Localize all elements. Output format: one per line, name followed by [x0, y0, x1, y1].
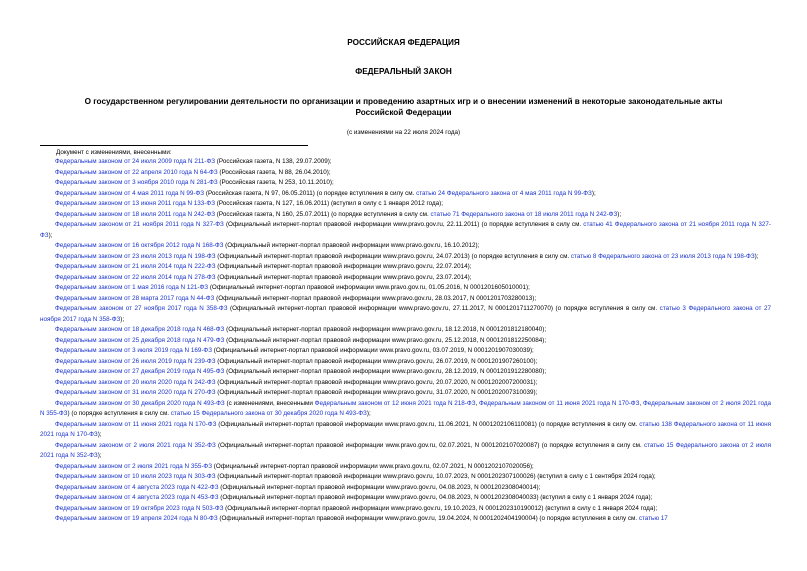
amendment-item — [40, 262, 771, 273]
amendment-item — [40, 483, 771, 494]
amendment-link[interactable]: Федеральным законом от 4 августа 2023 года N 422-ФЗ — [55, 483, 219, 491]
amendment-link[interactable]: Федеральным законом от 3 июля 2019 года N 169-ФЗ — [55, 347, 213, 354]
amendment-link[interactable]: Федеральным законом от 11 июня 2021 года N 170-ФЗ — [479, 399, 640, 407]
document-label: Документ с изменениями, внесенными: — [56, 149, 172, 156]
amendment-text: (Официальный интернет-портал правовой информации www.pravo.gov.ru, 28.12.2019, N 0001201912280080); — [224, 368, 547, 375]
amendment-item — [40, 273, 771, 284]
amendment-text: (Официальный интернет-портал правовой информации www.pravo.gov.ru, 25.12.2018, N 0001201812250084); — [224, 336, 547, 344]
amendment-item — [40, 252, 771, 263]
country-heading: РОССИЙСКАЯ ФЕДЕРАЦИЯ — [347, 38, 460, 47]
amendment-text: (с изменениями, внесенными — [224, 399, 315, 407]
amendment-text: (Официальный интернет-портал правовой информации www.pravo.gov.ru, 04.08.2023, N 0001202308040014); — [218, 483, 541, 491]
amendment-item — [40, 388, 771, 399]
amendment-text: (Российская газета, N 138, 29.07.2009); — [215, 158, 332, 165]
amendment-text: ); — [120, 315, 125, 323]
edition-note: (с изменениями на 22 июля 2024 года) — [346, 129, 461, 136]
amendment-text: (Официальный интернет-портал правовой информации www.pravo.gov.ru, 18.12.2018, N 0001201812180040); — [224, 326, 547, 333]
amendment-text: (Официальный интернет-портал правовой информации www.pravo.gov.ru, 11.06.2021, N 0001202106110081) (о порядке вступления в силу см. — [216, 420, 640, 428]
amendment-text: (Российская газета, N 160, 25.07.2011) (о порядке вступления в силу см. — [215, 210, 431, 218]
amendment-text: (Российская газета, N 88, 26.04.2010); — [217, 168, 331, 176]
divider — [40, 145, 308, 146]
amendment-link[interactable]: Федеральным законом от 4 мая 2011 года N 99-ФЗ — [55, 189, 205, 197]
amendment-link[interactable]: Федеральным законом от 26 июля 2019 года N 239-ФЗ — [55, 357, 216, 365]
amendment-text: (Официальный интернет-портал правовой информации www.pravo.gov.ru, 19.04.2024, N 0001202404190004) (о порядке вступления в силу см. — [217, 515, 639, 522]
law-title-line-2: Российской Федерации — [355, 108, 452, 117]
amendment-item — [40, 210, 771, 221]
amendment-text: (Официальный интернет-портал правовой информации www.pravo.gov.ru, 24.07.2013) (о порядке вступления в силу см. — [215, 252, 571, 260]
amendment-item — [40, 472, 771, 483]
amendment-item — [40, 336, 771, 347]
amendment-item — [40, 294, 771, 305]
amendment-link[interactable]: Федеральным законом от 10 июля 2023 года N 303-ФЗ — [55, 473, 216, 480]
amendment-text: (Официальный интернет-портал правовой информации www.pravo.gov.ru, 10.07.2023, N 0001202307100026) (вступил в силу с 1 сентября 2024 года); — [215, 473, 656, 480]
amendment-link[interactable]: Федеральным законом от 31 июля 2020 года N 270-ФЗ — [55, 389, 216, 396]
amendment-text: (Официальный интернет-портал правовой информации www.pravo.gov.ru, 02.07.2021, N 0001202107020056); — [212, 462, 534, 470]
amendment-text: , — [639, 399, 643, 407]
amendment-link[interactable]: Федеральным законом от 16 октября 2012 года N 168-ФЗ — [55, 242, 224, 249]
amendment-link[interactable]: Федеральным законом от 19 апреля 2024 года N 80-ФЗ — [55, 515, 218, 522]
amendment-text: ); — [97, 452, 102, 459]
amendment-link[interactable]: Федеральным законом от 21 ноября 2011 года N 327-ФЗ — [55, 221, 224, 228]
amendment-item — [40, 504, 771, 515]
amendment-item — [40, 241, 771, 252]
amendment-text: (Официальный интернет-портал правовой информации www.pravo.gov.ru, 22.07.2014); — [215, 263, 472, 270]
amendment-text: ); — [366, 410, 371, 417]
amendment-text: (Официальный интернет-портал правовой информации www.pravo.gov.ru, 02.07.2021, N 0001202107020087) (о порядке вступления в силу см. — [215, 441, 644, 449]
amendment-item — [40, 441, 771, 462]
amendment-link[interactable]: Федеральным законом от 24 июля 2009 года N 211-ФЗ — [55, 158, 216, 165]
amendment-item — [40, 367, 771, 378]
amendment-item — [40, 220, 771, 241]
amendment-link[interactable]: статью 24 Федерального закона от 4 мая 2011 года N 99-ФЗ — [416, 189, 592, 197]
amendment-list — [40, 157, 771, 525]
amendment-text: ); — [48, 231, 53, 239]
amendment-text: (Официальный интернет-портал правовой информации www.pravo.gov.ru, 23.07.2014); — [215, 273, 472, 281]
amendment-link[interactable]: Федеральным законом от 12 июня 2021 года N 218-ФЗ — [314, 399, 476, 407]
amendment-link[interactable]: Федеральным законом от 25 декабря 2018 года N 479-ФЗ — [55, 336, 225, 344]
amendment-link[interactable]: Федеральным законом от 21 июля 2014 года N 222-ФЗ — [55, 263, 216, 270]
amendment-link[interactable]: Федеральным законом от 23 июля 2013 года N 198-ФЗ — [55, 252, 216, 260]
amendment-link[interactable]: Федеральным законом от 20 июля 2020 года N 242-ФЗ — [55, 378, 216, 386]
amendment-link[interactable]: статью 15 Федерального закона от 30 декабря 2020 года N 493-ФЗ — [170, 410, 367, 417]
amendment-item — [40, 304, 771, 325]
amendment-item — [40, 493, 771, 504]
amendment-text: (Официальный интернет-портал правовой информации www.pravo.gov.ru, 31.07.2020, N 0001202007310039); — [215, 389, 538, 396]
amendment-text: ); — [754, 252, 759, 260]
amendment-text: ) (о порядке вступления в силу см. — [67, 410, 171, 417]
amendment-item — [40, 283, 771, 294]
amendment-link[interactable]: Федеральным законом от 22 апреля 2010 года N 64-ФЗ — [55, 168, 218, 176]
amendment-text: (Официальный интернет-портал правовой информации www.pravo.gov.ru, 22.11.2011) (о порядке вступления в силу см. — [223, 221, 584, 228]
amendment-text: (Российская газета, N 253, 10.11.2010); — [217, 179, 334, 186]
amendment-item — [40, 199, 771, 210]
amendment-item — [40, 399, 771, 420]
amendment-text: (Официальный интернет-портал правовой информации www.pravo.gov.ru, 28.03.2017, N 0001201703280013); — [214, 294, 537, 302]
amendment-text: (Официальный интернет-портал правовой информации www.pravo.gov.ru, 20.07.2020, N 0001202007200031); — [215, 378, 538, 386]
amendment-item — [40, 157, 771, 168]
amendment-link[interactable]: Федеральным законом от 3 ноября 2010 года N 281-ФЗ — [55, 179, 218, 186]
amendment-link[interactable]: Федеральным законом от 30 декабря 2020 года N 493-ФЗ — [55, 399, 225, 407]
amendment-link[interactable]: Федеральным законом от 19 октября 2023 года N 503-ФЗ — [55, 504, 224, 512]
amendment-link[interactable]: Федеральным законом от 2 июля 2021 года N 352-ФЗ — [55, 441, 216, 449]
amendment-text: (Официальный интернет-портал правовой информации www.pravo.gov.ru, 04.08.2023, N 0001202308040033) (вступил в силу с 1 января 2024 года); — [218, 494, 653, 501]
amendment-item — [40, 189, 771, 200]
amendment-text: ); — [97, 431, 102, 438]
amendment-text: (Официальный интернет-портал правовой информации www.pravo.gov.ru, 19.10.2023, N 0001202310190012) (вступил в силу с 1 января 2024 года); — [223, 504, 658, 512]
amendment-item — [40, 346, 771, 357]
amendment-link[interactable]: Федеральным законом от 4 августа 2023 года N 453-ФЗ — [55, 494, 219, 501]
amendment-item — [40, 462, 771, 473]
amendment-item — [40, 420, 771, 441]
amendment-link[interactable]: Федеральным законом от 18 декабря 2018 года N 468-ФЗ — [55, 326, 225, 333]
amendment-text: (Официальный интернет-портал правовой информации www.pravo.gov.ru, 27.11.2017, N 0001201711270070) (о порядке вступления в силу см. — [227, 305, 660, 312]
amendment-text: (Официальный интернет-портал правовой информации www.pravo.gov.ru, 16.10.2012); — [223, 242, 480, 249]
amendment-text: (Официальный интернет-портал правовой информации www.pravo.gov.ru, 01.05.2016, N 0001201605010001); — [208, 284, 530, 291]
amendment-link[interactable]: статью 71 Федерального закона от 18 июля 2011 года N 242-ФЗ — [430, 210, 618, 218]
amendment-link[interactable]: Федеральным законом от 28 марта 2017 года N 44-ФЗ — [55, 294, 215, 302]
amendment-text: , — [475, 399, 480, 407]
amendment-item — [40, 325, 771, 336]
amendment-link[interactable]: Федеральным законом от 1 мая 2016 года N 121-ФЗ — [55, 284, 209, 291]
amendment-link[interactable]: Федеральным законом от 2 июля 2021 года N 355-ФЗ — [40, 399, 772, 417]
amendment-text: ); — [591, 189, 596, 197]
amendment-link[interactable]: статью 17 — [638, 515, 668, 522]
amendment-link[interactable]: Федеральным законом от 2 июля 2021 года N 355-ФЗ — [55, 462, 213, 470]
amendment-link[interactable]: Федеральным законом от 27 декабря 2019 года N 495-ФЗ — [55, 368, 225, 375]
amendment-link[interactable]: статью 3 Федерального закона от 27 ноября 2017 года N 358-ФЗ — [40, 305, 771, 323]
amendment-link[interactable]: статью 8 Федерального закона от 23 июля 2013 года N 198-ФЗ — [570, 252, 755, 260]
amendment-link[interactable]: Федеральным законом от 18 июля 2011 года N 242-ФЗ — [55, 210, 216, 218]
amendment-link[interactable]: статью 15 Федерального закона от 2 июля 2021 года N 352-ФЗ — [40, 441, 771, 459]
amendment-item — [40, 168, 771, 179]
amendment-item — [40, 378, 771, 389]
amendment-text: (Российская газета, N 97, 06.05.2011) (о порядке вступления в силу см. — [204, 189, 417, 197]
amendment-link[interactable]: Федеральным законом от 13 июня 2011 года N 133-ФЗ — [55, 200, 215, 207]
doc-type-heading: ФЕДЕРАЛЬНЫЙ ЗАКОН — [355, 67, 452, 76]
amendment-text: (Российская газета, N 127, 16.06.2011) (вступил в силу с 1 января 2012 года); — [215, 200, 444, 207]
amendment-item — [40, 357, 771, 368]
amendment-item — [40, 514, 771, 525]
amendment-text: (Официальный интернет-портал правовой информации www.pravo.gov.ru, 03.07.2019, N 0001201907030039); — [212, 347, 534, 354]
amendment-link[interactable]: Федеральным законом от 27 ноября 2017 года N 358-ФЗ — [55, 305, 228, 312]
law-title — [40, 96, 767, 118]
amendment-text: (Официальный интернет-портал правовой информации www.pravo.gov.ru, 26.07.2019, N 0001201907260100); — [215, 357, 538, 365]
amendment-link[interactable]: Федеральным законом от 22 июля 2014 года N 278-ФЗ — [55, 273, 216, 281]
amendment-link[interactable]: Федеральным законом от 11 июня 2021 года N 170-ФЗ — [55, 420, 217, 428]
amendment-link[interactable]: статью 41 Федерального закона от 21 ноября 2011 года N 327-ФЗ — [40, 221, 771, 239]
amendment-link[interactable]: статью 138 Федерального закона от 11 июня 2021 года N 170-ФЗ — [40, 420, 771, 438]
amendment-item — [40, 178, 771, 189]
amendment-text: ); — [617, 210, 622, 218]
law-title-line-1: О государственном регулировании деятельности по организации и проведению азартных игр и о внесении изменений в некоторые законодательные акты — [84, 97, 723, 106]
